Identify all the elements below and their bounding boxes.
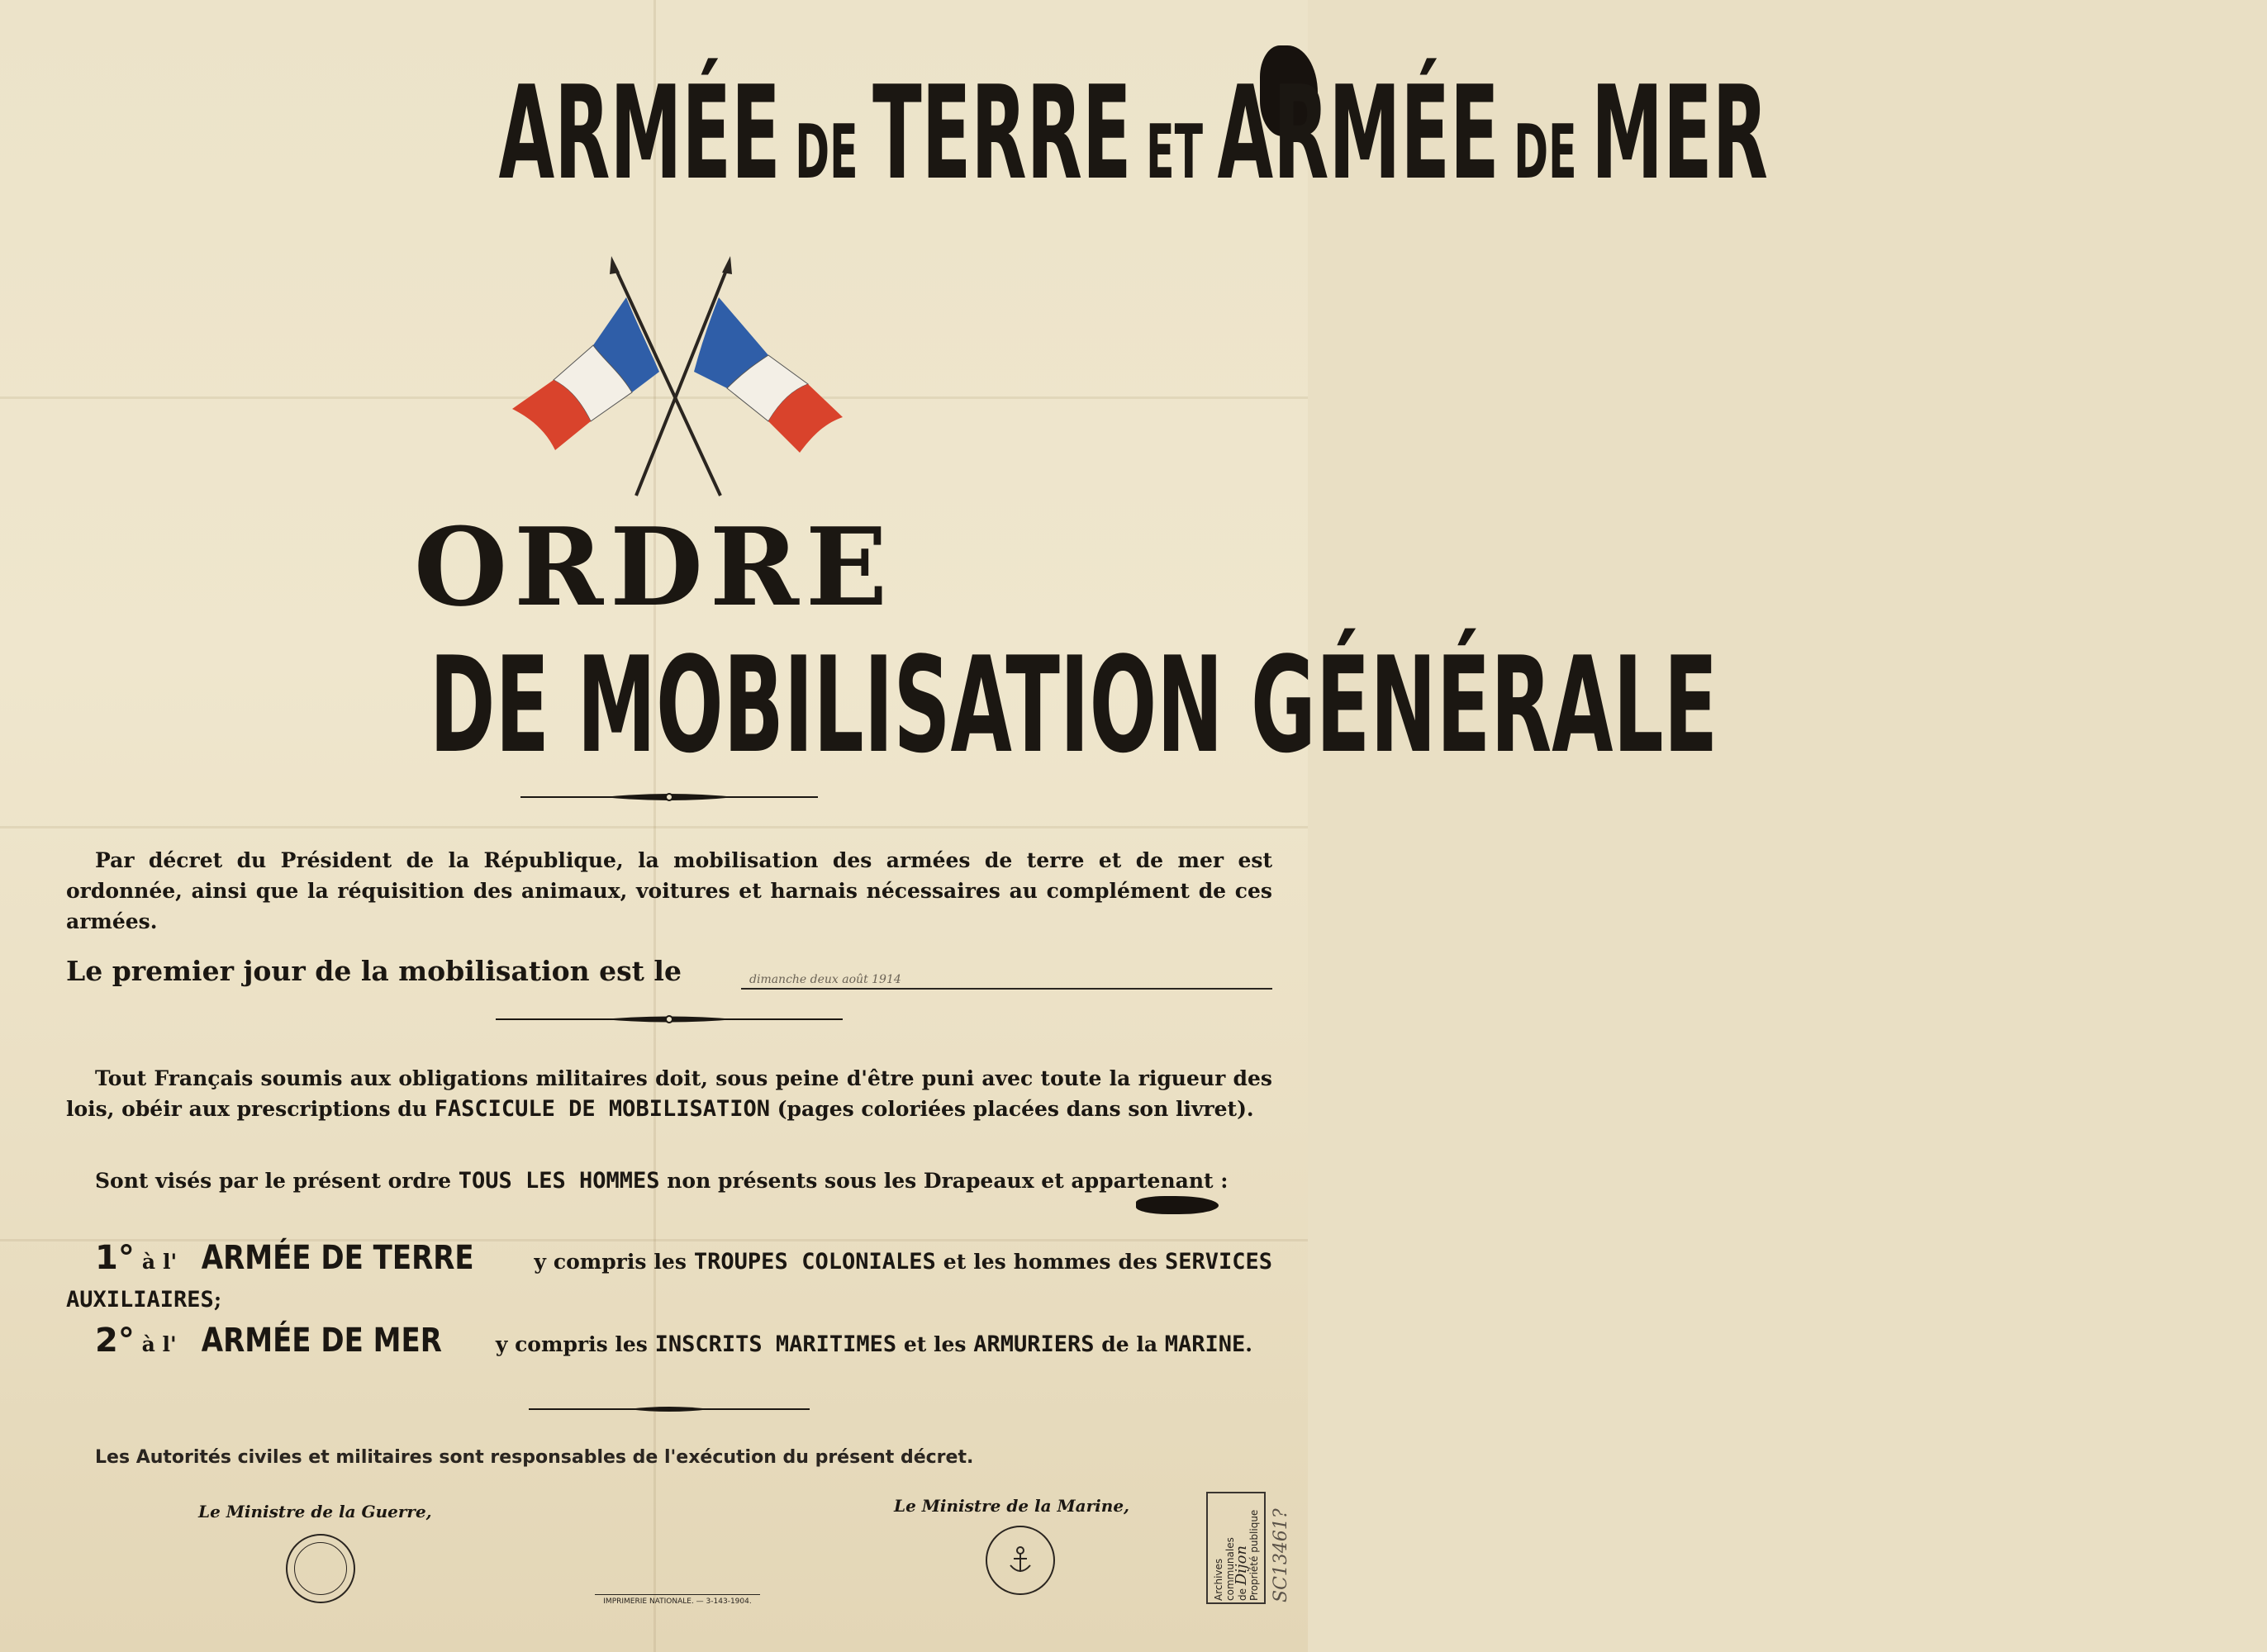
decree-paragraph: Par décret du Président de la République, la mobilisation des armées de terre et de mer est ordonnée, ainsi que la réquisition des animaux, voitures et harnais nécessaires au complément de ces armées. bbox=[66, 848, 1272, 933]
item-text: de la bbox=[1094, 1332, 1165, 1356]
item-text: à l' bbox=[141, 1332, 177, 1356]
first-day-label: Le premier jour de la mobilisation est le bbox=[66, 955, 682, 987]
fascicule-emphasis: FASCICULE DE MOBILISATION bbox=[434, 1096, 770, 1122]
date-fill-line bbox=[741, 958, 1272, 990]
heading-word: DE bbox=[1514, 109, 1577, 196]
archive-stamp-line: Archives communales bbox=[1213, 1537, 1236, 1601]
archive-stamp-line: de bbox=[1237, 1588, 1248, 1601]
top-heading bbox=[0, 58, 1768, 208]
armee-de-terre-emphasis: ARMÉE DE TERRE bbox=[201, 1239, 474, 1277]
printer-imprint: IMPRIMERIE NATIONALE. — 3-143-1904. bbox=[595, 1594, 760, 1606]
title-mobilisation-text: DE MOBILISATION GÉNÉRALE bbox=[429, 628, 1718, 782]
armuriers-emphasis: ARMURIERS bbox=[973, 1332, 1095, 1357]
ornamental-divider bbox=[520, 789, 818, 805]
ornamental-divider bbox=[529, 1401, 810, 1417]
marine-emphasis: MARINE bbox=[1164, 1332, 1246, 1357]
tous-les-hommes-emphasis: TOUS LES HOMMES bbox=[458, 1168, 660, 1194]
concerned-text-end: non présents sous les Drapeaux et appartenant : bbox=[659, 1169, 1229, 1193]
first-day-line bbox=[66, 955, 1272, 996]
obligations-paragraph bbox=[66, 1063, 1272, 1124]
item-number: 1° bbox=[95, 1239, 135, 1277]
obligations-text: Tout Français soumis aux obligations militaires doit, sous peine d'être puni avec toute la rigueur des lois, obéir aux prescriptions du bbox=[66, 1066, 1272, 1121]
signature-marine: Le Ministre de la Marine, bbox=[894, 1496, 1129, 1516]
item-text: . bbox=[1245, 1332, 1252, 1356]
right-flag bbox=[694, 297, 843, 453]
crossed-flags-emblem bbox=[496, 248, 859, 504]
left-flag bbox=[512, 297, 659, 450]
item-text: et les bbox=[896, 1332, 974, 1356]
concerned-text: Sont visés par le présent ordre bbox=[95, 1169, 459, 1193]
item-number: 2° bbox=[95, 1322, 135, 1360]
troupes-coloniales-emphasis: TROUPES COLONIALES bbox=[693, 1249, 936, 1275]
item-text: ; bbox=[213, 1288, 222, 1312]
war-ministry-seal-icon bbox=[286, 1534, 355, 1603]
item-army-land bbox=[66, 1239, 1272, 1319]
armee-de-mer-emphasis: ARMÉE DE MER bbox=[201, 1322, 442, 1360]
navy-ministry-seal-icon bbox=[986, 1526, 1055, 1595]
heading-word: MER bbox=[1591, 58, 1768, 208]
ornamental-divider bbox=[496, 1011, 843, 1028]
pole-finial bbox=[610, 256, 620, 274]
obligations-text-end: (pages coloriées placées dans son livret). bbox=[770, 1097, 1254, 1121]
heading-word: ET bbox=[1146, 109, 1203, 196]
anchor-icon bbox=[1004, 1544, 1037, 1577]
item-text: à l' bbox=[141, 1250, 178, 1274]
handwritten-date: dimanche deux août 1914 bbox=[749, 973, 901, 986]
archive-stamp-city: Dijon bbox=[1233, 1545, 1250, 1586]
item-text: y compris les bbox=[488, 1332, 655, 1356]
signature-guerre: Le Ministre de la Guerre, bbox=[198, 1502, 432, 1521]
item-army-sea bbox=[66, 1322, 1272, 1364]
ink-stain bbox=[1136, 1196, 1219, 1214]
fold-line bbox=[0, 826, 1308, 828]
archive-reference bbox=[1266, 1487, 1299, 1611]
archive-stamp bbox=[1206, 1492, 1266, 1604]
heading-word: TERRE bbox=[872, 58, 1132, 208]
heading-word: ARMÉE bbox=[1217, 58, 1499, 208]
pole-finial bbox=[722, 256, 732, 274]
archive-stamp-line: Propriété publique bbox=[1248, 1509, 1260, 1601]
flag-pole bbox=[636, 268, 727, 496]
authorities-statement: Les Autorités civiles et militaires sont responsables de l'exécution du présent décret. bbox=[95, 1447, 974, 1468]
services-auxiliaires-emphasis: SERVICES AUXILIAIRES bbox=[66, 1249, 1272, 1313]
heading-word: DE bbox=[795, 109, 858, 196]
item-text: y compris les bbox=[526, 1250, 694, 1274]
heading-word: ARMÉE bbox=[498, 58, 781, 208]
title-ordre: ORDRE bbox=[413, 504, 895, 630]
concerned-paragraph bbox=[66, 1165, 1272, 1196]
archive-reference-text: SC13461? bbox=[1271, 1508, 1291, 1602]
inscrits-maritimes-emphasis: INSCRITS MARITIMES bbox=[654, 1332, 897, 1357]
item-text: et les hommes des bbox=[935, 1250, 1165, 1274]
title-mobilisation bbox=[0, 628, 1718, 782]
